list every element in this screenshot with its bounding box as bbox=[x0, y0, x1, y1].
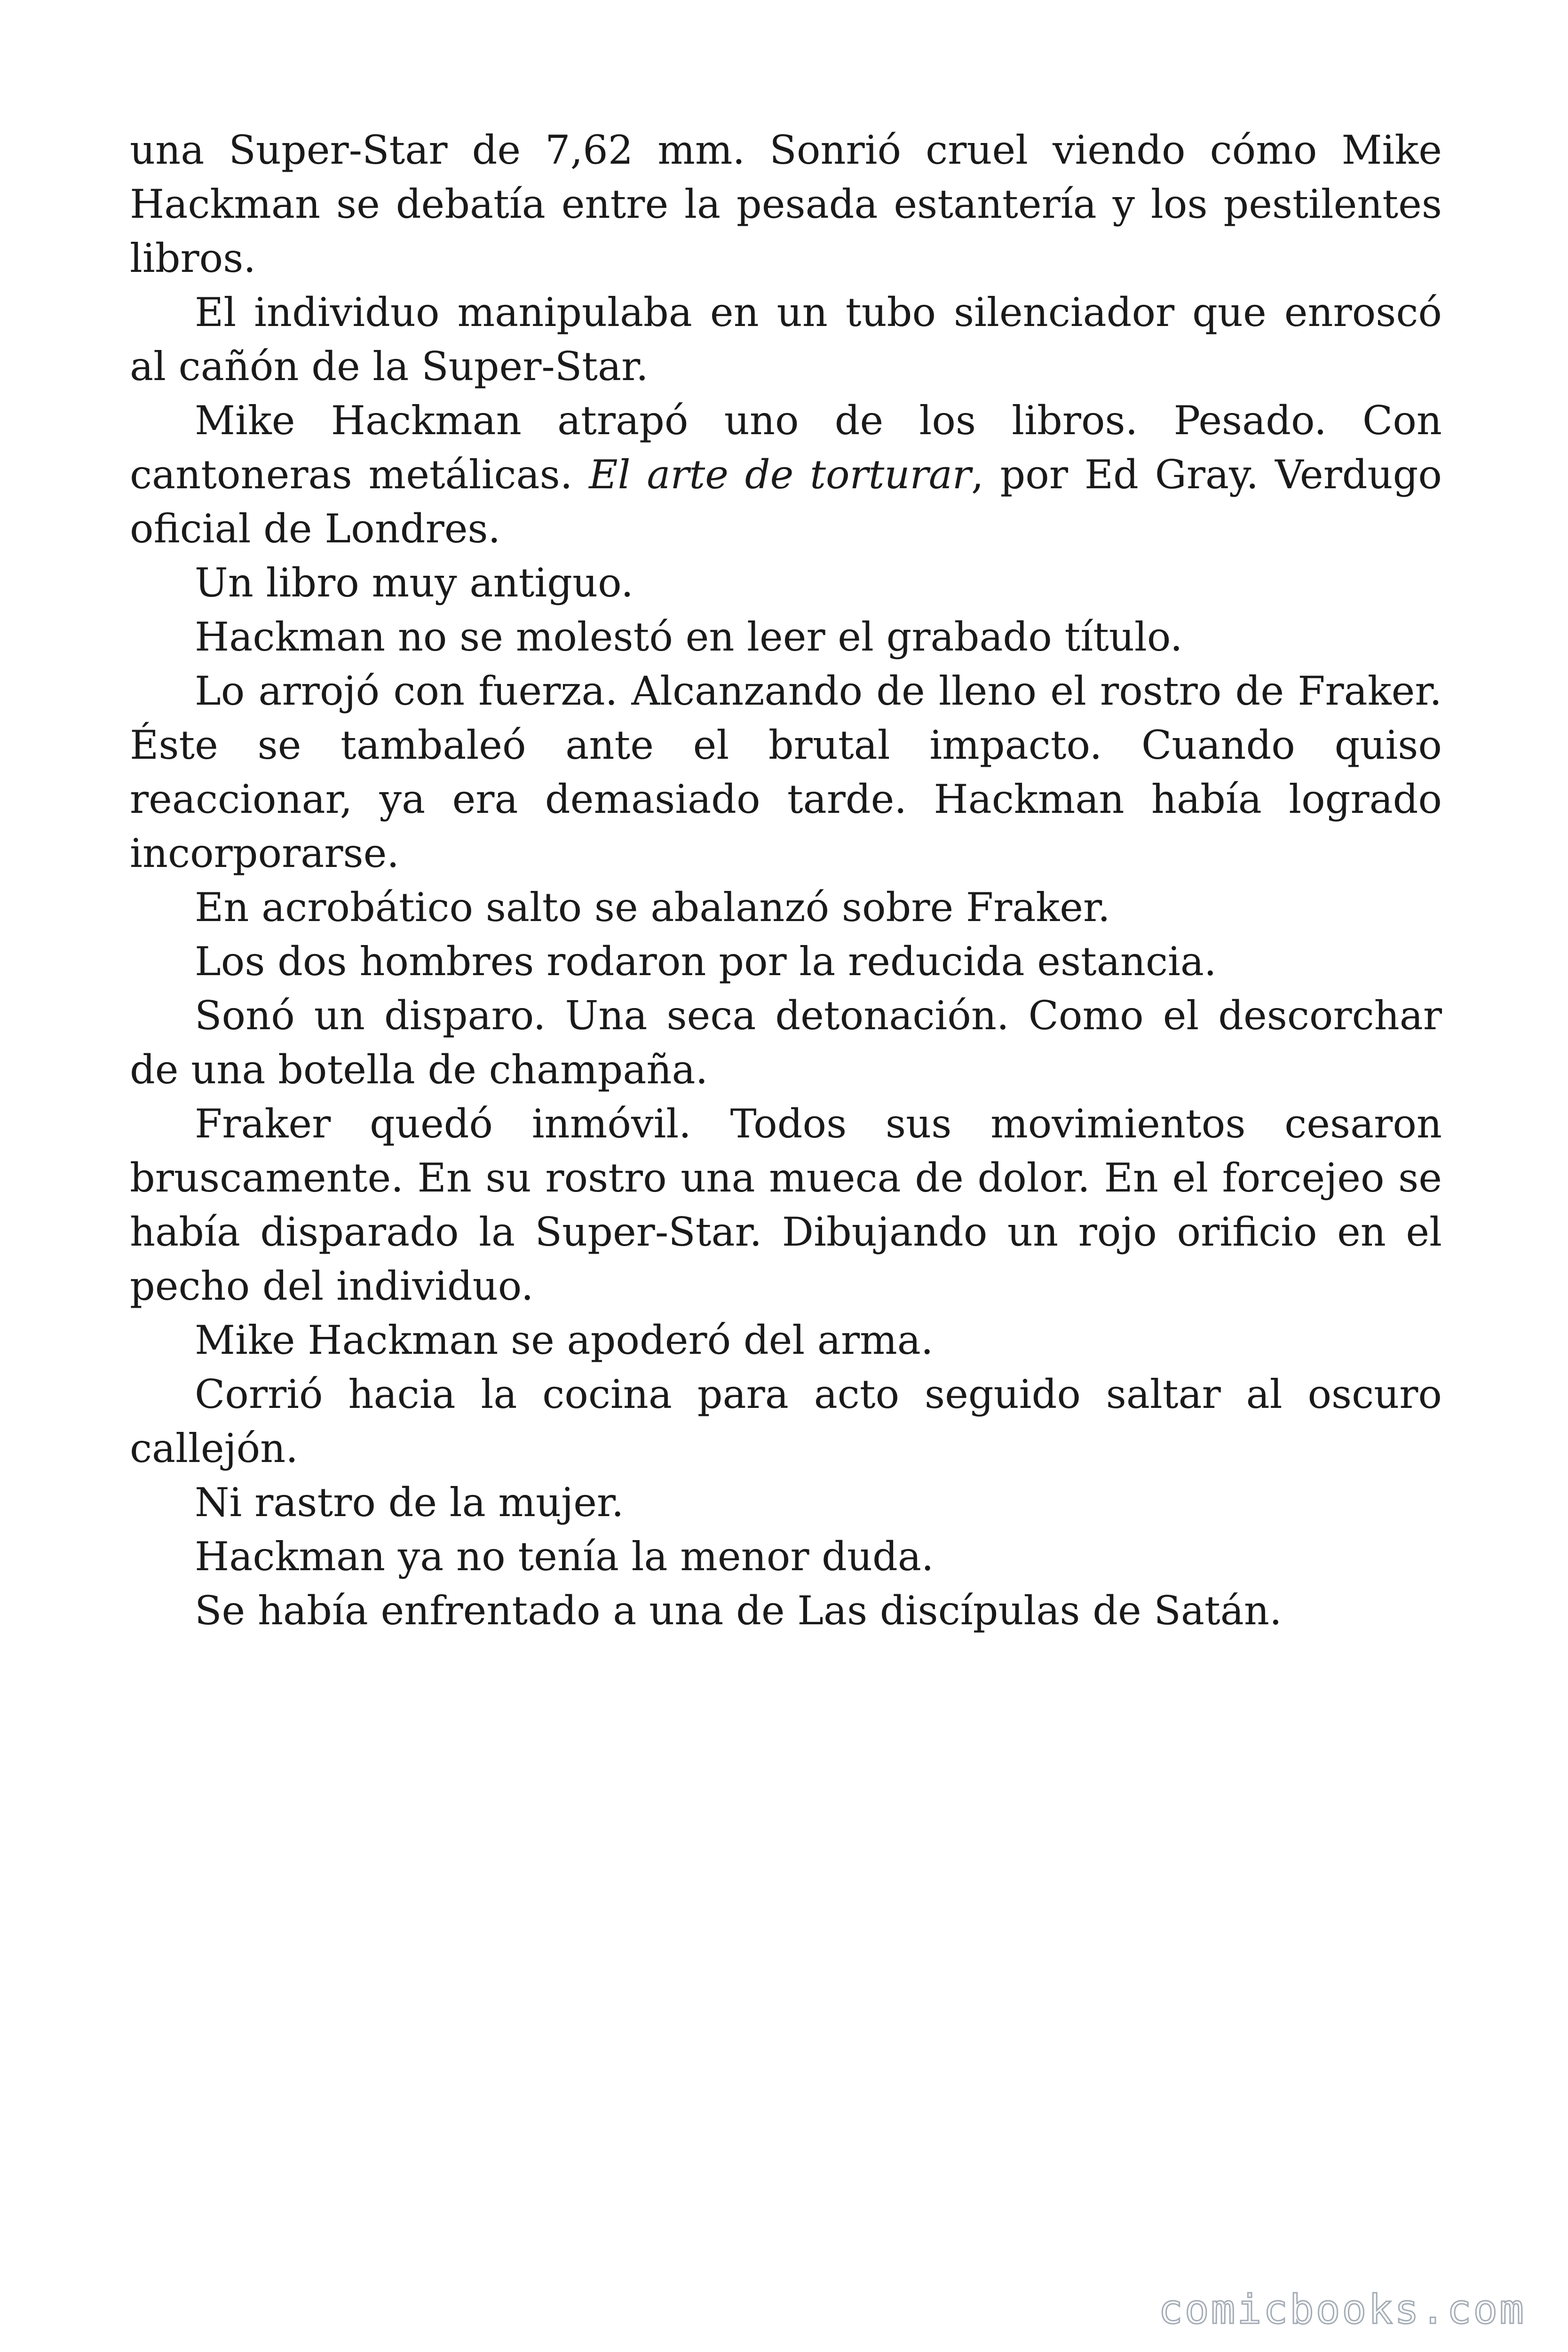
paragraph-2: El individuo manipulaba en un tubo silenciador que enroscó al cañón de la Super-Star. bbox=[130, 289, 1442, 389]
paragraph-3-end: , por Ed Gray. Verdugo oficial de Londres. bbox=[130, 452, 1442, 552]
paragraph-10: Fraker quedó inmóvil. Todos sus movimientos cesaron bruscamente. En su rostro una mueca de dolor. En el forcejeo se había disparado la Super-Star. Dibujando un rojo orificio en el pecho del individuo. bbox=[130, 1101, 1442, 1309]
paragraph-15: Se había enfrentado a una de Las discípulas de Satán. bbox=[195, 1588, 1282, 1634]
page-body bbox=[130, 123, 1442, 1638]
paragraph-8: Los dos hombres rodaron por la reducida estancia. bbox=[195, 938, 1217, 985]
paragraph-6: Lo arrojó con fuerza. Alcanzando de lleno el rostro de Fraker. Éste se tambaleó ante el brutal impacto. Cuando quiso reaccionar, ya era demasiado tarde. Hackman había logrado incorporarse. bbox=[130, 668, 1442, 876]
paragraph-11: Mike Hackman se apoderó del arma. bbox=[195, 1317, 934, 1363]
paragraph-9: Sonó un disparo. Una seca detonación. Como el descorchar de una botella de champaña. bbox=[130, 993, 1442, 1093]
paragraph-4: Un libro muy antiguo. bbox=[195, 560, 634, 606]
paragraph-3-start: Mike Hackman atrapó uno de los libros. Pesado. Con cantoneras metálicas. bbox=[130, 397, 1442, 498]
paragraph-5: Hackman no se molestó en leer el grabado título. bbox=[195, 614, 1183, 660]
paragraph-7: En acrobático salto se abalanzó sobre Fraker. bbox=[195, 884, 1110, 930]
watermark: comicbooks.com bbox=[1158, 2286, 1526, 2333]
paragraph-14: Hackman ya no tenía la menor duda. bbox=[195, 1534, 934, 1580]
paragraph-13: Ni rastro de la mujer. bbox=[195, 1479, 624, 1526]
paragraph-1: una Super-Star de 7,62 mm. Sonrió cruel viendo cómo Mike Hackman se debatía entre la pesada estantería y los pestilentes libros. bbox=[130, 127, 1442, 281]
paragraph-12: Corrió hacia la cocina para acto seguido saltar al oscuro callejón. bbox=[130, 1371, 1442, 1471]
book-title: El arte de torturar bbox=[589, 452, 971, 498]
paragraph-3 bbox=[130, 394, 1442, 556]
